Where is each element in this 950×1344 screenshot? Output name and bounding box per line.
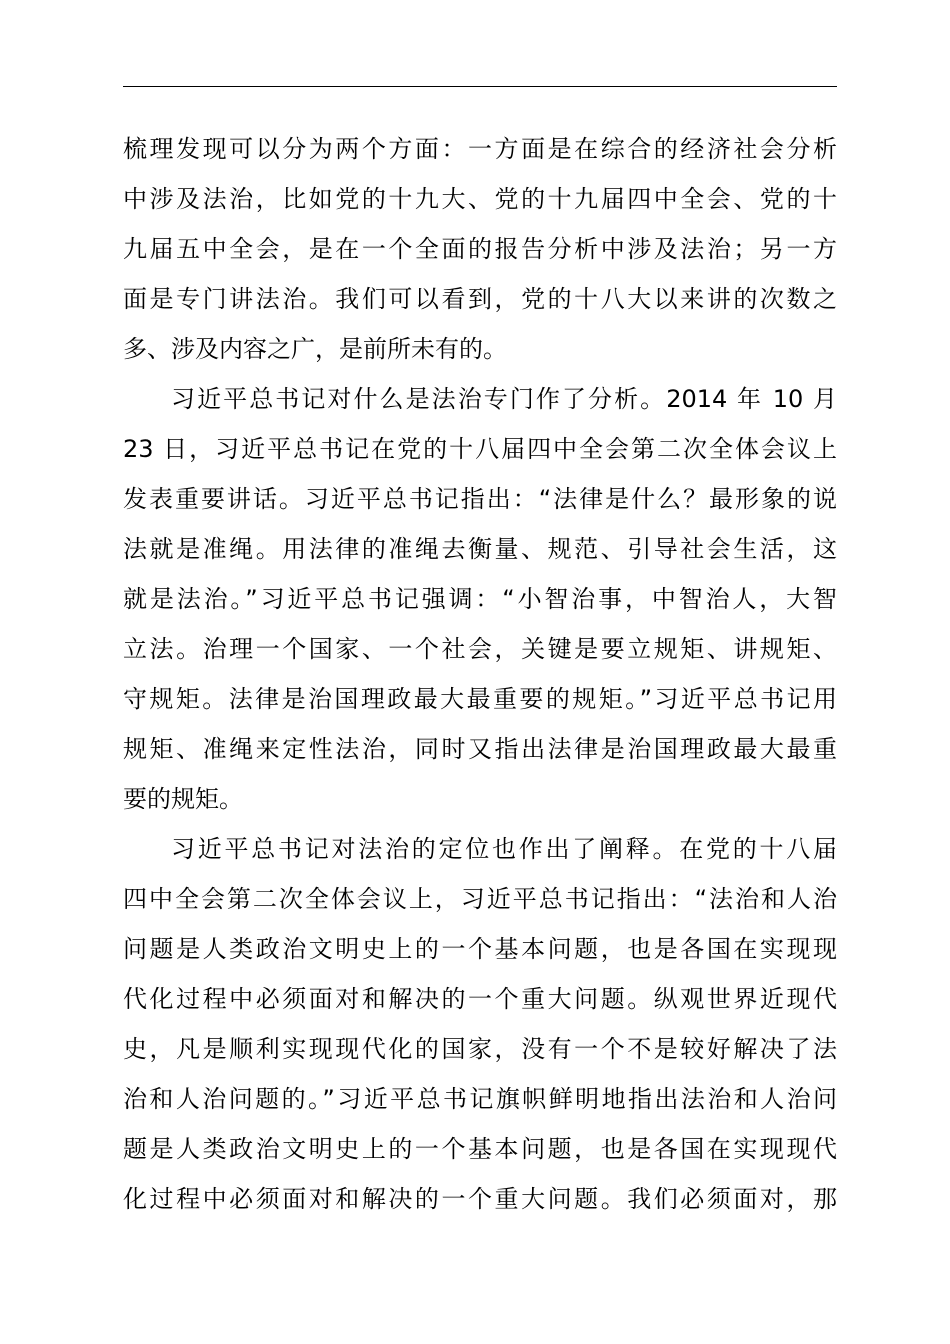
- paragraph-3-line-5: 史，凡是顺利实现现代化的国家，没有一个不是较好解决了法: [123, 1035, 837, 1063]
- paragraph-2-line-3: 发表重要讲话。习近平总书记指出：“法律是什么？最形象的说: [123, 485, 837, 513]
- paragraph-2-line-2: 23 日，习近平总书记在党的十八届四中全会第二次全体会议上: [123, 435, 837, 463]
- paragraph-3-line-3: 问题是人类政治文明史上的一个基本问题，也是各国在实现现: [123, 935, 837, 963]
- paragraph-1-line-1: 梳理发现可以分为两个方面：一方面是在综合的经济社会分析: [123, 135, 837, 163]
- paragraph-2-line-9: 要的规矩。: [123, 785, 243, 813]
- paragraph-2-line-4: 法就是准绳。用法律的准绳去衡量、规范、引导社会生活，这: [123, 535, 837, 563]
- paragraph-1-line-4: 面是专门讲法治。我们可以看到，党的十八大以来讲的次数之: [123, 285, 837, 313]
- paragraph-3-line-6: 治和人治问题的。”习近平总书记旗帜鲜明地指出法治和人治问: [123, 1085, 837, 1113]
- paragraph-2-line-5: 就是法治。”习近平总书记强调：“小智治事，中智治人，大智: [123, 585, 837, 613]
- paragraph-2-line-7: 守规矩。法律是治国理政最大最重要的规矩。”习近平总书记用: [123, 685, 837, 713]
- paragraph-1-line-2: 中涉及法治，比如党的十九大、党的十九届四中全会、党的十: [123, 185, 837, 213]
- paragraph-3-line-4: 代化过程中必须面对和解决的一个重大问题。纵观世界近现代: [123, 985, 837, 1013]
- paragraph-3-line-7: 题是人类政治文明史上的一个基本问题，也是各国在实现现代: [123, 1135, 837, 1163]
- paragraph-3-line-2: 四中全会第二次全体会议上，习近平总书记指出：“法治和人治: [123, 885, 837, 913]
- paragraph-1-line-3: 九届五中全会，是在一个全面的报告分析中涉及法治；另一方: [123, 235, 837, 263]
- paragraph-3-line-1: 习近平总书记对法治的定位也作出了阐释。在党的十八届: [171, 835, 837, 863]
- paragraph-3-line-8: 化过程中必须面对和解决的一个重大问题。我们必须面对，那: [123, 1185, 837, 1213]
- body-text: [123, 124, 837, 1224]
- paragraph-2-line-8: 规矩、准绳来定性法治，同时又指出法律是治国理政最大最重: [123, 735, 837, 763]
- paragraph-2-line-1: 习近平总书记对什么是法治专门作了分析。2014 年 10 月: [171, 385, 837, 413]
- paragraph-2-line-6: 立法。治理一个国家、一个社会，关键是要立规矩、讲规矩、: [123, 635, 837, 663]
- paragraph-1-line-5: 多、涉及内容之广，是前所未有的。: [123, 335, 507, 363]
- header-rule: [123, 86, 837, 87]
